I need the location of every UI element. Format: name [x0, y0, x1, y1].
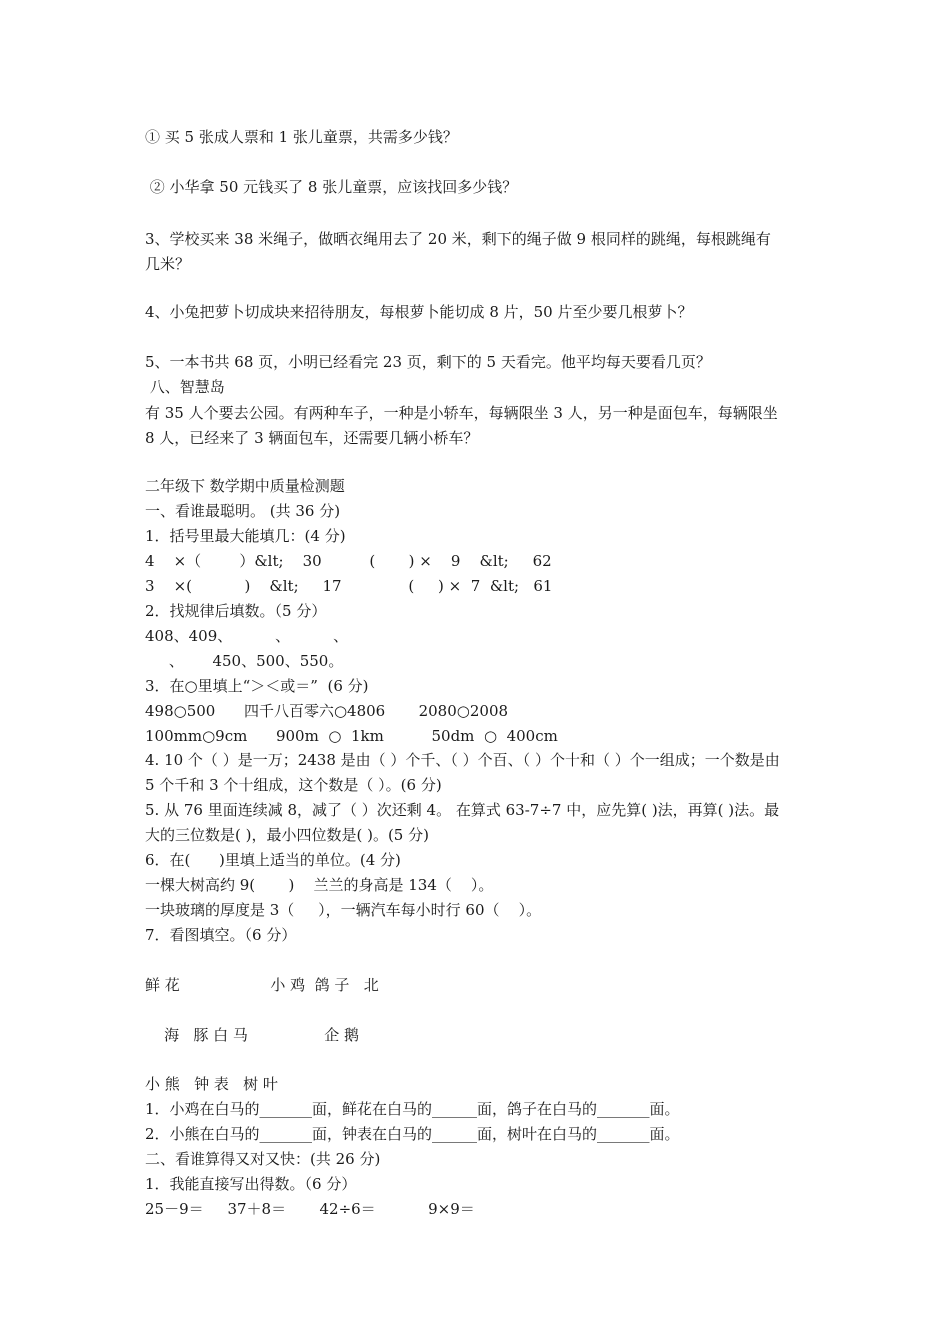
calc-1-row: 25－9＝ 37＋8＝ 42÷6＝ 9×9＝: [145, 1200, 475, 1218]
picture-grid-row-3: 小 熊 钟 表 树 叶: [145, 1075, 278, 1093]
question-6: [145, 401, 810, 451]
q4-line-2: 5 个千和 3 个十组成，这个数是（ ）。(6 分): [145, 776, 442, 794]
question-6-line-1: 有 35 人个要去公园。有两种车子，一种是小轿车，每辆限坐 3 人，另一种是面包车，每辆限坐: [145, 404, 778, 422]
question-4: 4、小兔把萝卜切成块来招待朋友，每根萝卜能切成 8 片，50 片至少要几根萝卜？: [145, 303, 693, 321]
q4: [145, 748, 810, 798]
q2-row-a: 408、409、 、 、: [145, 627, 349, 645]
question-3: [145, 227, 810, 277]
q6-row-b: 一块玻璃的厚度是 3（ ），一辆汽车每小时行 60（ ）。: [145, 901, 542, 919]
section-8-heading: 八、智慧岛: [145, 378, 225, 396]
q2-row-b: 、 450、500、550。: [145, 652, 344, 670]
q4-line-1: 4. 10 个（ ）是一万；2438 是由（ ）个千、（ ）个百、（ ）个十和（ ）个一组成；一个数是由: [145, 751, 780, 769]
q1-row-b: 3 ×( ) &lt; 17 ( ) × 7 &lt; 61: [145, 577, 553, 595]
q3-row-a: 498○500 四千八百零六○4806 2080○2008: [145, 702, 509, 720]
calc-1-heading: 1．我能直接写出得数。（6 分）: [145, 1175, 357, 1193]
q5-line-1: 5. 从 76 里面连续减 8，减了（ ）次还剩 4。 在算式 63-7÷7 中，应先算( )法，再算( )法。最: [145, 801, 780, 819]
q3-heading: 3．在○里填上“＞＜或＝” (6 分): [145, 677, 369, 695]
q6-heading: 6．在( )里填上适当的单位。(4 分): [145, 851, 401, 869]
q6-row-a: 一棵大树高约 9( ) 兰兰的身高是 134（ ）。: [145, 876, 494, 894]
q1-row-a: 4 ×（ ）&lt; 30 ( ) × 9 &lt; 62: [145, 552, 552, 570]
question-3-line-2: 几米？: [145, 255, 191, 273]
exam-title: 二年级下 数学期中质量检测题: [145, 477, 345, 495]
question-ticket-2: ② 小华拿 50 元钱买了 8 张儿童票，应该找回多少钱？: [145, 178, 518, 196]
q5: [145, 798, 810, 848]
q5-line-2: 大的三位数是( )，最小四位数是( )。(5 分): [145, 826, 429, 844]
q3-row-b: 100mm○9cm 900m ○ 1km 50dm ○ 400cm: [145, 727, 558, 745]
picture-grid-row-2: 海 豚 白 马 企 鹅: [145, 1026, 359, 1044]
picture-grid-row-1: 鲜 花 小 鸡 鸽 子 北: [145, 976, 379, 994]
question-5: 5、一本书共 68 页，小明已经看完 23 页，剩下的 5 天看完。他平均每天要看几页？: [145, 353, 711, 371]
question-ticket-1: ① 买 5 张成人票和 1 张儿童票，共需多少钱？: [145, 128, 458, 146]
q1-heading: 1．括号里最大能填几：(4 分): [145, 527, 346, 545]
q2-heading: 2．找规律后填数。（5 分）: [145, 602, 327, 620]
section-1-heading: 一、看谁最聪明。 (共 36 分): [145, 502, 341, 520]
q7-heading: 7．看图填空。（6 分）: [145, 926, 297, 944]
question-6-line-2: 8 人，已经来了 3 辆面包车，还需要几辆小桥车？: [145, 429, 479, 447]
question-3-line-1: 3、学校买来 38 米绳子，做晒衣绳用去了 20 米，剩下的绳子做 9 根同样的跳绳，每根跳绳有: [145, 230, 771, 248]
q7-item-2: 2．小熊在白马的_______面，钟表在白马的______面，树叶在白马的_______面。: [145, 1125, 680, 1143]
section-2-heading: 二、看谁算得又对又快：(共 26 分): [145, 1150, 381, 1168]
q7-item-1: 1．小鸡在白马的_______面，鲜花在白马的______面，鸽子在白马的_______面。: [145, 1100, 680, 1118]
